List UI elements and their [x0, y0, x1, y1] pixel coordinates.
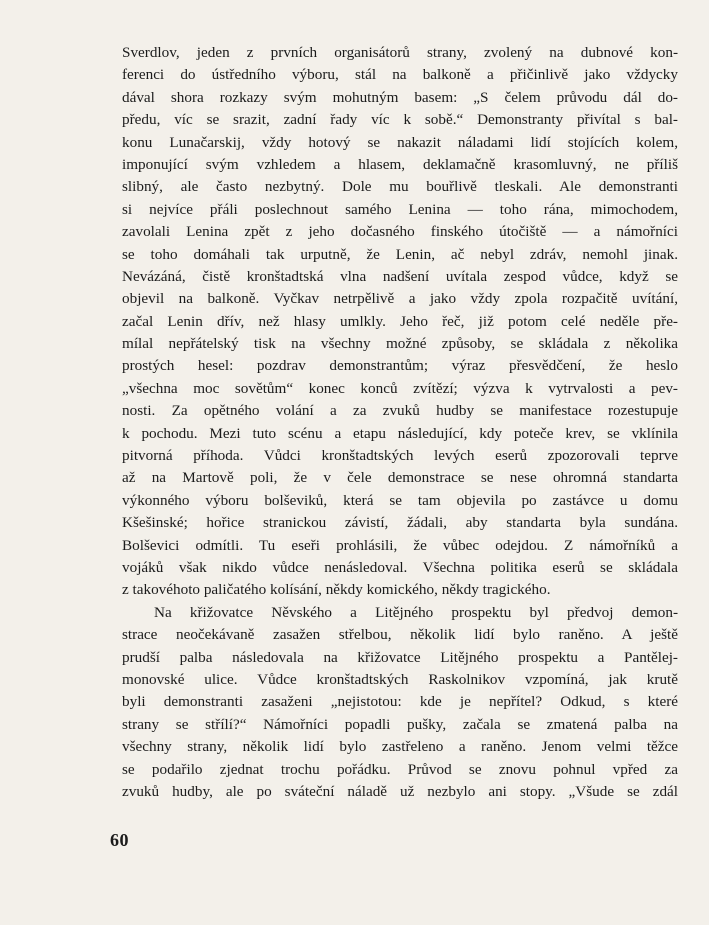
text-line: byli demonstranti zasaženi „nejistotou: kde je nepřítel? Odkud, s které [122, 693, 678, 711]
text-line: slibný, ale často nezbytný. Dole mu bouřlivě tleskali. Ale demonstranti [122, 178, 678, 196]
text-line: Na křižovatce Něvského a Litějného prospektu byl předvoj demon- [154, 603, 678, 621]
text-line: konu Lunačarskij, vždy hotový se nakazit náladami lidí stojících kolem, [122, 133, 678, 151]
text-line: výkonného výboru bolševiků, která se tam objevila po zastávce u domu [122, 491, 678, 509]
text-line: Sverdlov, jeden z prvních organisátorů strany, zvolený na dubnové kon- [122, 44, 678, 61]
text-line: monovské ulice. Vůdce kronštadtských Raskolnikov vzpomíná, jak krutě [122, 670, 678, 688]
text-line: z takovéhoto paličatého kolísání, někdy komického, někdy tragického. [122, 581, 551, 599]
paragraph-2 [122, 602, 678, 804]
text-line: k pochodu. Mezi tuto scénu a etapu následující, kdy poteče krev, se vklínila [122, 424, 678, 442]
text-line: nosti. Za opětného volání a za zvuků hudby se manifestace rozestupuje [122, 402, 678, 420]
text-line: mílal nepřátelský tisk na všechny možné způsoby, se skládala z několika [122, 335, 678, 353]
body-text [122, 42, 678, 803]
text-line: prostých hesel: pozdrav demonstrantům; výraz přesvědčení, že heslo [122, 357, 678, 375]
text-line: dával shora rozkazy svým mohutným basem: „S čelem průvodu dál do- [122, 88, 678, 106]
text-line: Nevázáná, čistě kronštadtská vlna nadšení uvítala zespod vůdce, když se [122, 267, 678, 285]
text-line: objevil na balkoně. Vyčkav netrpělivě a jako vždy zpola rozpačitě uvítání, [122, 290, 678, 308]
text-line: se toho domáhali tak urputně, že Lenin, ač nebyl zdráv, nemohl jinak. [122, 245, 678, 263]
text-line: prudší palba následovala na křižovatce Litějného prospektu a Pantělej- [122, 648, 678, 666]
text-line: Kšešinské; hořice stranickou závistí, žádali, aby standarta byla sundána. [122, 514, 678, 532]
text-line: strace neočekávaně zasažen střelbou, několik lidí bylo raněno. A ještě [122, 626, 678, 644]
text-line: zvuků hudby, ale po sváteční náladě už nezbylo ani stopy. „Všude se zdál [122, 782, 678, 800]
text-line: vojáků však nikdo vůdce nenásledoval. Všechna politika eserů se skládala [122, 558, 678, 576]
text-line: ferenci do ústředního výboru, stál na balkoně a přičinlivě jako vždycky [122, 66, 678, 84]
text-line: si nejvíce přáli poslechnout samého Lenina — toho rána, mimochodem, [122, 200, 678, 218]
text-line: až na Martově poli, že v čele demonstrace se nese ohromná standarta [122, 469, 678, 487]
page-number: 60 [110, 830, 129, 850]
text-line: pitvorná příhoda. Vůdci kronštadtských levých eserů zpozorovali teprve [122, 447, 678, 465]
text-line: se podařilo zjednat trochu pořádku. Průvod se znovu pohnul vpřed za [122, 760, 678, 778]
text-line: zavolali Lenina zpět z jeho dočasného finského útočiště — a námořníci [122, 223, 678, 241]
text-line: začal Lenin dřív, než hlasy umlkly. Jeho řeč, již potom celé neděle pře- [122, 312, 678, 330]
text-line: předu, víc se srazit, zadní řady víc k sobě.“ Demonstranty přivítal s bal- [122, 111, 678, 129]
text-line: imponující svým vzhledem a hlasem, deklamačně krasomluvný, ne příliš [122, 155, 678, 173]
text-line: Bolševici odmítli. Tu eseři prohlásili, že vůbec odejdou. Z námořníků a [122, 536, 678, 554]
paragraph-1 [122, 42, 678, 602]
text-line: „všechna moc sovětům“ konec konců zvítězí; výzva k vytrvalosti a pev- [122, 379, 678, 397]
text-line: všechny strany, několik lidí bylo zastřeleno a raněno. Jenom velmi těžce [122, 738, 678, 756]
text-line: strany se střílí?“ Námořníci popadli pušky, začala se zmatená palba na [122, 715, 678, 733]
